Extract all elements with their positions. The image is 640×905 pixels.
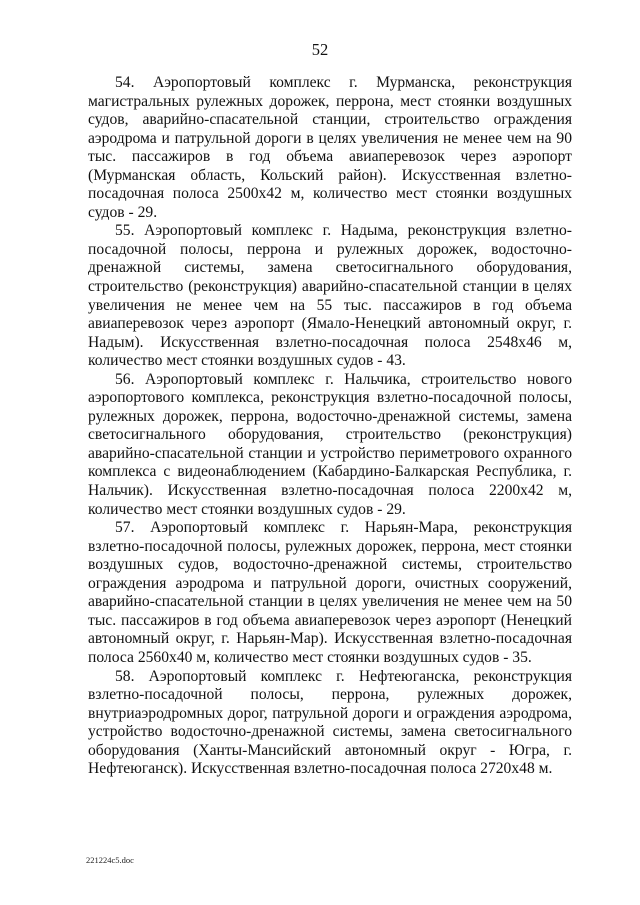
page-number: 52 (311, 40, 329, 59)
paragraph-item-58: 58. Аэропортовый комплекс г. Нефтеюганска, реконструкция взлетно-посадочной полосы, перрона, рулежных дорожек, внутриаэродромных дорог, патрульной дороги и ограждения аэродрома, устройство водосточно-дренажной системы, замена светосигнального оборудования (Ханты-Мансийский автономный округ - Югра, г. Нефтеюганск). Искусственная взлетно-посадочная полоса 2720х48 м. (88, 667, 572, 778)
document-body (88, 74, 572, 779)
paragraph-item-57: 57. Аэропортовый комплекс г. Нарьян-Мара, реконструкция взлетно-посадочной полосы, рулежных дорожек, перрона, мест стоянки воздушных судов, водосточно-дренажной системы, строительство ограждения аэродрома и патрульной дороги, очистных сооружений, аварийно-спасательной станции в целях увеличения не менее чем на 50 тыс. пассажиров в год объема авиаперевозок через аэропорт (Ненецкий автономный округ, г. Нарьян-Мар). Искусственная взлетно-посадочная полоса 2560х40 м, количество мест стоянки воздушных судов - 35. (88, 519, 572, 666)
paragraph-item-56: 56. Аэропортовый комплекс г. Нальчика, строительство нового аэропортового комплекса, реконструкция взлетно-посадочной полосы, рулежных дорожек, перрона, водосточно-дренажной системы, замена светосигнального оборудования, строительство (реконструкция) аварийно-спасательной станции и устройство периметрового охранного комплекса с видеонаблюдением (Кабардино-Балкарская Республика, г. Нальчик). Искусственная взлетно-посадочная полоса 2200х42 м, количество мест стоянки воздушных судов - 29. (88, 370, 572, 518)
document-file-code: 221224c5.doc (86, 855, 134, 865)
paragraph-item-55: 55. Аэропортовый комплекс г. Надыма, реконструкция взлетно-посадочной полосы, перрона и рулежных дорожек, водосточно-дренажной системы, замена светосигнального оборудования, строительство (реконструкция) аварийно-спасательной станции в целях увеличения не менее чем на 55 тыс. пассажиров в год объема авиаперевозок через аэропорт (Ямало-Ненецкий автономный округ, г. Надым). Искусственная взлетно-посадочная полоса 2548х46 м, количество мест стоянки воздушных судов - 43. (88, 222, 572, 370)
paragraph-item-54: 54. Аэропортовый комплекс г. Мурманска, реконструкция магистральных рулежных дорожек, перрона, мест стоянки воздушных судов, аварийно-спасательной станции, строительство ограждения аэродрома и патрульной дороги в целях увеличения не менее чем на 90 тыс. пассажиров в год объема авиаперевозок через аэропорт (Мурманская область, Кольский район). Искусственная взлетно-посадочная полоса 2500х42 м, количество мест стоянки воздушных судов - 29. (88, 74, 572, 221)
